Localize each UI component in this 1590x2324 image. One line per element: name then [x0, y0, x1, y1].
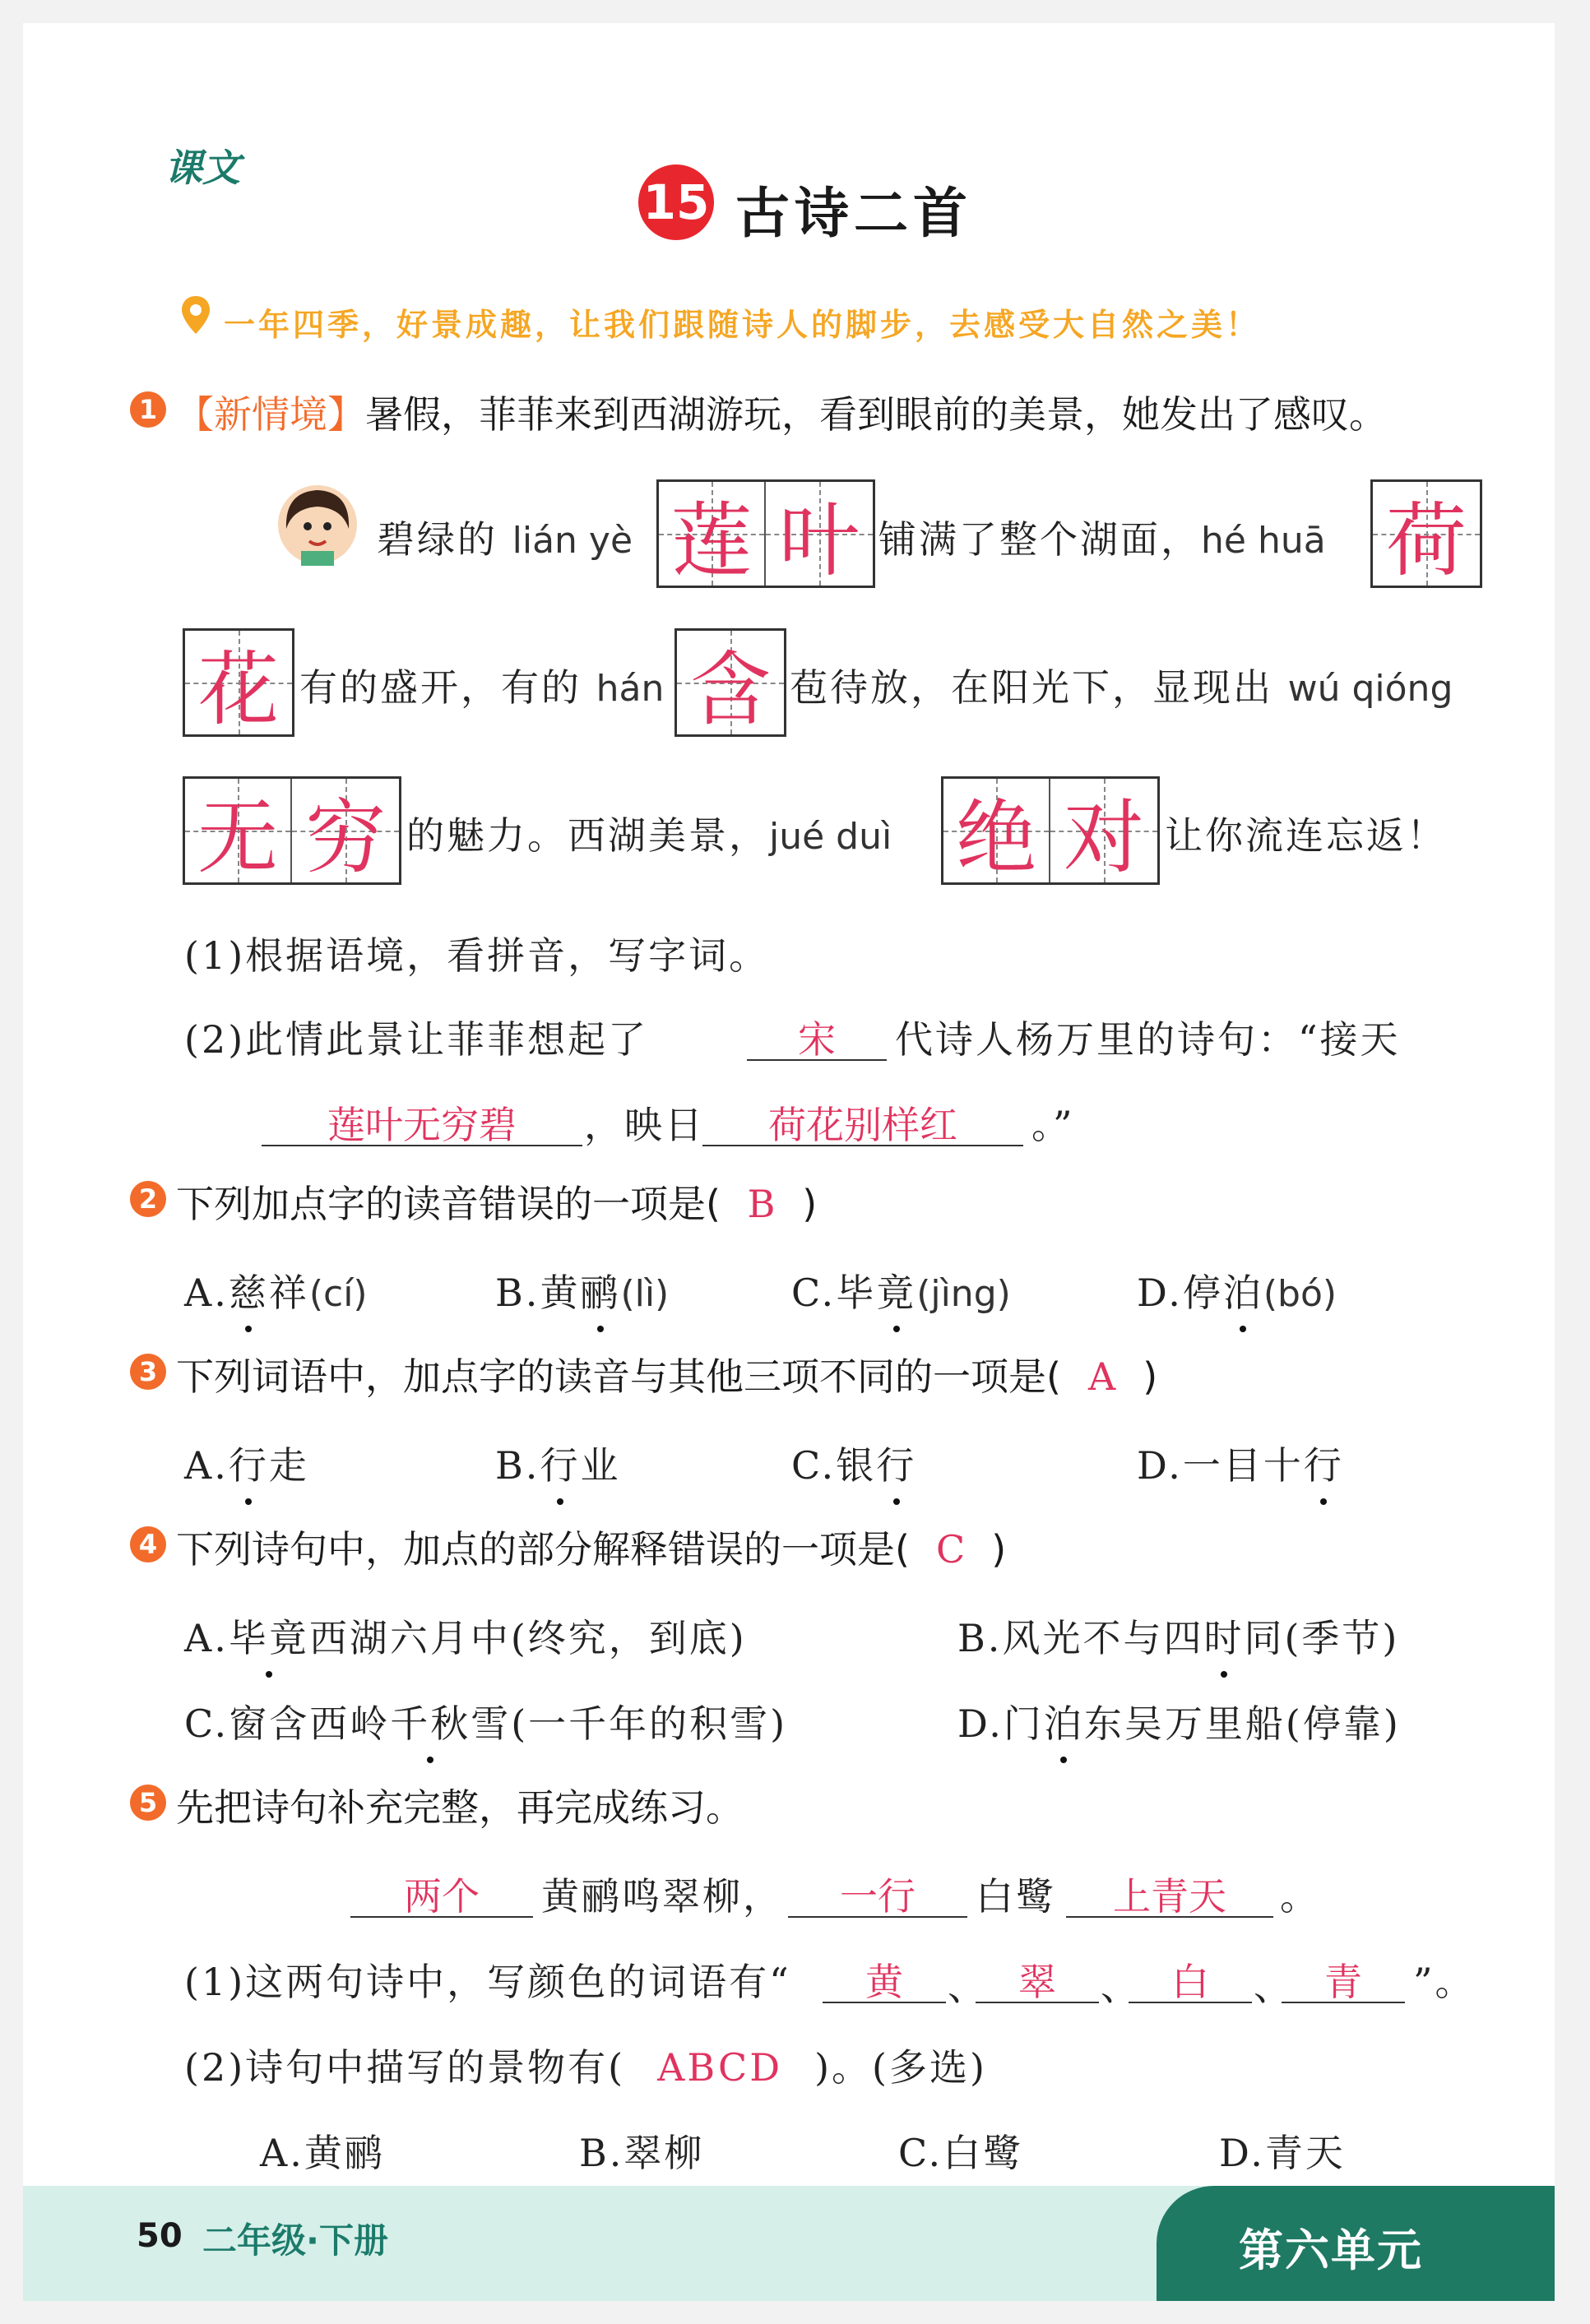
lesson-number: 15: [642, 174, 710, 230]
q2-option-c[interactable]: C.毕竟(jìng): [791, 1263, 1011, 1317]
q1-label: 【新情境】: [176, 392, 365, 437]
answer-box-lianye[interactable]: 莲 叶: [656, 479, 875, 588]
q1-line2-text1: 有的盛开，有的 hán: [299, 665, 665, 710]
pinyin-wuqiong: wú qióng: [1287, 668, 1453, 710]
q5-sep-3: 、: [1254, 1965, 1294, 2009]
q1-sub1: (1)根据语境，看拼音，写字词。: [184, 933, 770, 978]
q5-blank-1[interactable]: 两个: [350, 1867, 533, 1918]
lesson-number-badge: [638, 164, 714, 240]
q1-poem-blank-1[interactable]: 莲叶无穷碧: [262, 1095, 582, 1146]
page-number: 50: [137, 2217, 183, 2255]
q1-line1-text1: 碧绿的 lián yè: [377, 517, 633, 562]
q5-color-blank-4[interactable]: 青: [1282, 1952, 1405, 2003]
grade-label: 二年级·下册: [202, 2220, 388, 2261]
q3-number: 3: [130, 1354, 166, 1390]
q5-sep-2: 、: [1101, 1965, 1141, 2009]
q3-option-d[interactable]: D.一目十行: [1137, 1436, 1344, 1490]
page: [23, 23, 1555, 2301]
answer-box-he[interactable]: 荷: [1370, 479, 1482, 588]
answer-box-wuqiong[interactable]: 无 穷: [183, 776, 401, 885]
q1-poem-blank-2[interactable]: 荷花别样红: [702, 1095, 1023, 1146]
q5-color-blank-3[interactable]: 白: [1129, 1952, 1252, 2003]
q1-dynasty-blank[interactable]: 宋: [747, 1010, 887, 1061]
lesson-title: 古诗二首: [735, 181, 972, 245]
q3-option-c[interactable]: C.银行: [791, 1436, 916, 1490]
answer-box-hua[interactable]: 花: [183, 628, 294, 737]
q1-prompt-text: 暑假，菲菲来到西湖游玩，看到眼前的美景，她发出了感叹。: [365, 392, 1387, 437]
q5-option-c[interactable]: C.白鹭: [898, 2131, 1024, 2175]
q1-sub2-a: (2)此情此景让菲菲想起了: [184, 1017, 649, 1062]
q5-sub2: (2)诗句中描写的景物有( ABCD )。(多选): [184, 2045, 987, 2090]
pinyin-lianye: lián yè: [512, 520, 633, 562]
q5-text2: 白鹭: [976, 1874, 1056, 1919]
q3-option-a[interactable]: A.行走: [184, 1436, 309, 1490]
q1-line3-text1: 的魅力。西湖美景，jué duì: [406, 813, 892, 858]
q2-answer[interactable]: B: [747, 1182, 776, 1226]
q2-option-b[interactable]: B.黄鹂(lì): [495, 1263, 669, 1317]
q5-sub2-answer[interactable]: ABCD: [657, 2045, 783, 2090]
q1-sub2-b: 代诗人杨万里的诗句：“接天: [895, 1017, 1401, 1062]
q3-option-b[interactable]: B.行业: [495, 1436, 620, 1490]
q5-option-a[interactable]: A.黄鹂: [260, 2131, 385, 2175]
intro-text: 一年四季，好景成趣，让我们跟随诗人的脚步，去感受大自然之美！: [224, 307, 1261, 343]
q4-option-d[interactable]: D.门泊东吴万里船(停靠): [957, 1694, 1401, 1748]
q5-sep-1: 、: [948, 1965, 988, 2009]
q5-color-blank-2[interactable]: 翠: [976, 1952, 1099, 2003]
girl-avatar-icon: [276, 484, 359, 569]
q4-option-b[interactable]: B.风光不与四时同(季节): [957, 1609, 1399, 1663]
q4-answer[interactable]: C: [935, 1527, 966, 1572]
q2-prompt: 下列加点字的读音错误的一项是( B ): [176, 1182, 818, 1226]
q5-color-blank-1[interactable]: 黄: [823, 1952, 946, 2003]
q1-prompt: [176, 385, 1387, 439]
q2-number: 2: [130, 1181, 166, 1217]
pinyin-han: hán: [596, 668, 665, 710]
location-pin-icon: [179, 294, 212, 339]
q1-line3-text2: 让你流连忘返！: [1165, 813, 1447, 858]
answer-box-juedui[interactable]: 绝 对: [941, 776, 1160, 885]
q5-blank-3[interactable]: 上青天: [1066, 1867, 1273, 1918]
q5-option-b[interactable]: B.翠柳: [579, 2131, 705, 2175]
q2-option-a[interactable]: A.慈祥(cí): [184, 1263, 368, 1317]
q5-prompt: 先把诗句补充完整，再完成练习。: [176, 1785, 744, 1830]
q3-answer[interactable]: A: [1087, 1354, 1116, 1399]
q5-blank-2[interactable]: 一行: [788, 1867, 967, 1918]
answer-box-han[interactable]: 含: [674, 628, 786, 737]
unit-label: 第六单元: [1239, 2224, 1423, 2276]
q3-prompt: 下列词语中，加点字的读音与其他三项不同的一项是( A ): [176, 1354, 1158, 1399]
q1-line1-text2: 铺满了整个湖面，hé huā: [878, 517, 1326, 562]
q5-text3: 。: [1280, 1874, 1320, 1919]
q1-sub2-d: 。”: [1031, 1103, 1075, 1147]
q2-option-d[interactable]: D.停泊(bó): [1137, 1263, 1337, 1317]
pinyin-juedui: jué duì: [769, 816, 892, 858]
q1-sub2-c: ，映日: [584, 1103, 705, 1147]
q4-number: 4: [130, 1526, 166, 1562]
q1-number: 1: [130, 391, 166, 428]
q5-text1: 黄鹂鸣翠柳，: [541, 1874, 783, 1919]
q4-option-c[interactable]: C.窗含西岭千秋雪(一千年的积雪): [184, 1694, 787, 1748]
q1-line2-text2: 苞待放，在阳光下，显现出 wú qióng: [790, 665, 1453, 710]
q4-option-a[interactable]: A.毕竟西湖六月中(终究，到底): [184, 1609, 747, 1663]
pinyin-hehua: hé huā: [1201, 520, 1326, 562]
q5-option-d[interactable]: D.青天: [1219, 2131, 1346, 2175]
unit-tab: [1157, 2186, 1555, 2301]
section-tag: 课文: [165, 146, 240, 190]
q4-prompt: 下列诗句中，加点的部分解释错误的一项是( C ): [176, 1527, 1007, 1572]
q5-number: 5: [130, 1785, 166, 1821]
q5-sub1-a: (1)这两句诗中，写颜色的词语有“: [184, 1960, 791, 2004]
q5-sub1-end: ”。: [1413, 1960, 1476, 2004]
